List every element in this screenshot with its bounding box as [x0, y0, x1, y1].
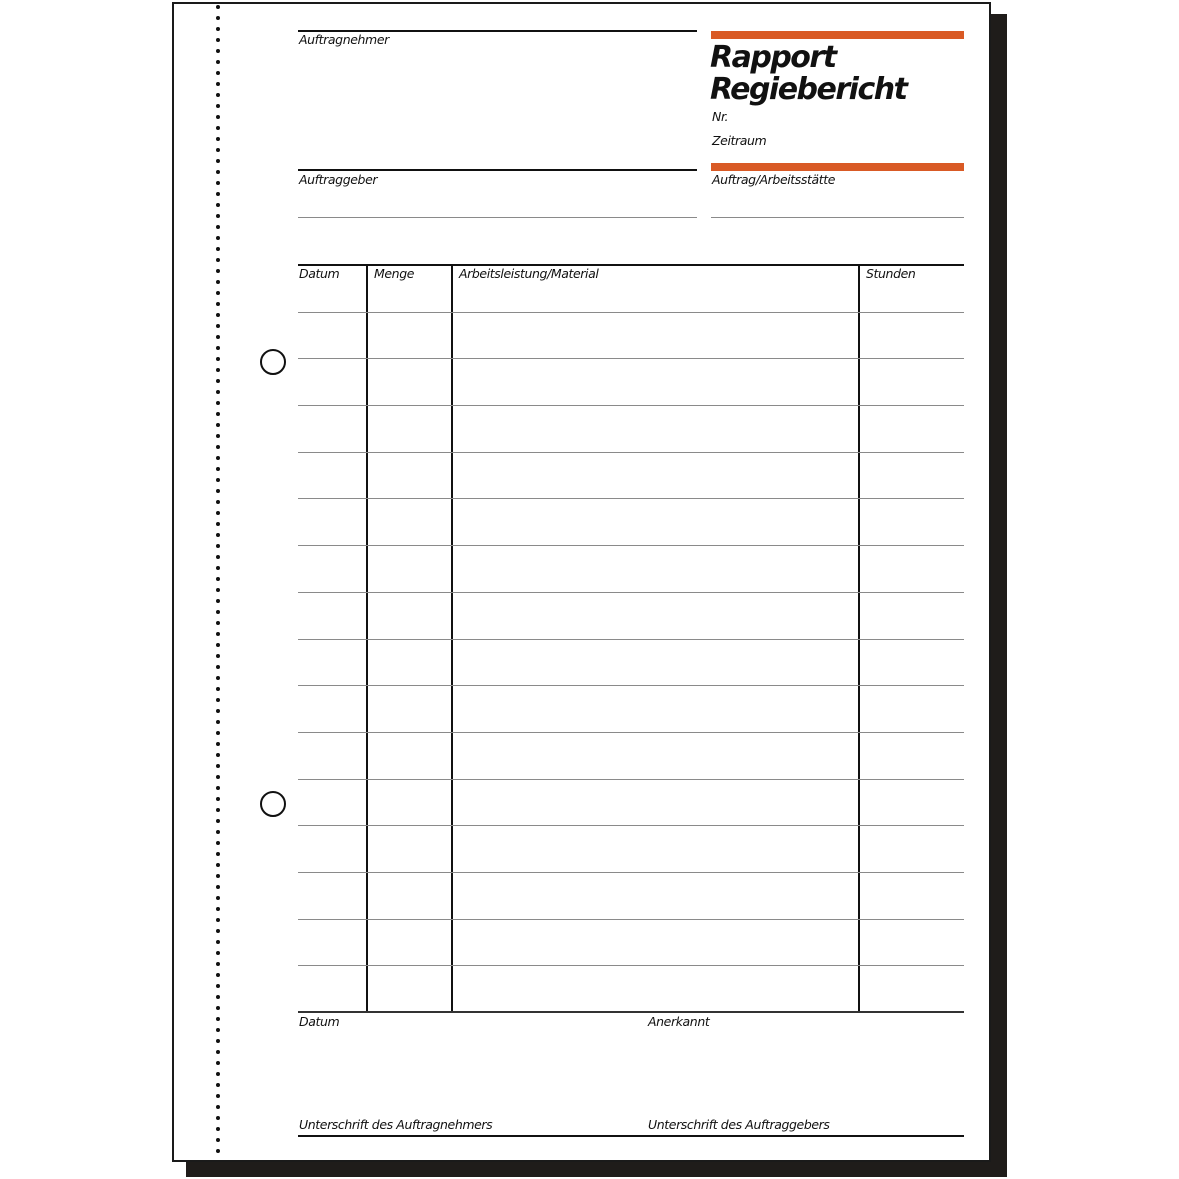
site-label: Auftrag/Arbeitsstätte — [712, 172, 836, 187]
perforation-dot — [216, 401, 220, 405]
table-row — [298, 313, 964, 358]
perforation-dot — [216, 720, 220, 724]
table-cell-date[interactable] — [298, 640, 365, 685]
table-cell-hours[interactable] — [861, 966, 964, 1012]
table-cell-hours[interactable] — [861, 780, 964, 825]
perforation-dot — [216, 368, 220, 372]
table-cell-work-material[interactable] — [454, 499, 859, 545]
table-cell-date[interactable] — [298, 499, 365, 545]
perforation-dot — [216, 841, 220, 845]
site-underline — [711, 217, 964, 218]
perforation-dot — [216, 764, 220, 768]
perforation-dot — [216, 214, 220, 218]
perforation-dot — [216, 280, 220, 284]
table-cell-hours[interactable] — [861, 313, 964, 358]
perforation-dot — [216, 247, 220, 251]
perforation-dot — [216, 830, 220, 834]
table-row — [298, 453, 964, 498]
table-row — [298, 733, 964, 779]
perforation-dot — [216, 643, 220, 647]
perforation-dot — [216, 610, 220, 614]
perforation-dot — [216, 973, 220, 977]
table-cell-work-material[interactable] — [454, 686, 859, 732]
perforation-dot — [216, 269, 220, 273]
footer-approved-field[interactable] — [647, 1032, 964, 1112]
perforation-dot — [216, 115, 220, 119]
contractor-label: Auftragnehmer — [299, 32, 389, 47]
perforation-dot — [216, 324, 220, 328]
perforation-dot — [216, 445, 220, 449]
table-cell-date[interactable] — [298, 593, 365, 639]
signature-rule — [298, 1135, 964, 1137]
perforation-dot — [216, 1094, 220, 1098]
perforation-dot — [216, 93, 220, 97]
perforation-dot — [216, 478, 220, 482]
table-row — [298, 406, 964, 452]
table-cell-work-material[interactable] — [454, 780, 859, 825]
perforation-dot — [216, 995, 220, 999]
perforation-dot — [216, 390, 220, 394]
punch-hole-bottom — [260, 791, 286, 817]
table-cell-quantity[interactable] — [369, 499, 452, 545]
table-cell-hours[interactable] — [861, 873, 964, 919]
table-cell-work-material[interactable] — [454, 733, 859, 779]
perforation-dot — [216, 49, 220, 53]
client-label: Auftraggeber — [299, 172, 378, 187]
perforation-dot — [216, 302, 220, 306]
table-cell-date[interactable] — [298, 686, 365, 732]
table-cell-quantity[interactable] — [369, 780, 452, 825]
perforation-dot — [216, 808, 220, 812]
perforation-dot — [216, 170, 220, 174]
perforation-dot — [216, 709, 220, 713]
table-cell-quantity[interactable] — [369, 686, 452, 732]
table-cell-quantity[interactable] — [369, 546, 452, 592]
perforation-dot — [216, 951, 220, 955]
perforation-dot — [216, 797, 220, 801]
perforation-dot — [216, 687, 220, 691]
perforation-dot — [216, 621, 220, 625]
table-cell-date[interactable] — [298, 873, 365, 919]
table-cell-work-material[interactable] — [454, 546, 859, 592]
perforation-dot — [216, 1061, 220, 1065]
client-field[interactable] — [298, 188, 697, 216]
table-cell-work-material[interactable] — [454, 406, 859, 452]
table-cell-work-material[interactable] — [454, 313, 859, 358]
perforation-dot — [216, 489, 220, 493]
footer-date-field[interactable] — [298, 1032, 638, 1112]
perforation-dot — [216, 137, 220, 141]
table-cell-hours[interactable] — [861, 640, 964, 685]
perforation-dot — [216, 27, 220, 31]
table-row — [298, 920, 964, 965]
table-cell-hours[interactable] — [861, 733, 964, 779]
perforation-dot — [216, 1028, 220, 1032]
perforation-dot — [216, 984, 220, 988]
perforation-dot — [216, 225, 220, 229]
table-cell-hours[interactable] — [861, 406, 964, 452]
perforation-dot — [216, 1083, 220, 1087]
table-cell-hours[interactable] — [861, 826, 964, 872]
perforation-dot — [216, 82, 220, 86]
perforation-dot — [216, 456, 220, 460]
accent-bar-top — [711, 31, 964, 39]
perforation-dot — [216, 544, 220, 548]
perforation-dot — [216, 665, 220, 669]
perforation-dot — [216, 962, 220, 966]
contractor-field[interactable] — [298, 48, 697, 166]
perforation-dot — [216, 148, 220, 152]
perforation-dot — [216, 346, 220, 350]
column-header-quantity: Menge — [374, 266, 415, 281]
table-row — [298, 499, 964, 545]
table-cell-date[interactable] — [298, 406, 365, 452]
perforation-dot — [216, 566, 220, 570]
perforation-dot — [216, 16, 220, 20]
perforation-dot — [216, 918, 220, 922]
table-cell-date[interactable] — [298, 546, 365, 592]
perforation-dot — [216, 786, 220, 790]
table-cell-date[interactable] — [298, 313, 365, 358]
perforation-dot — [216, 5, 220, 9]
table-cell-work-material[interactable] — [454, 966, 859, 1012]
perforation-dot — [216, 577, 220, 581]
table-row — [298, 686, 964, 732]
client-rule — [298, 169, 697, 171]
perforation-dot — [216, 632, 220, 636]
perforation-dot — [216, 885, 220, 889]
table-cell-work-material[interactable] — [454, 826, 859, 872]
table-cell-date[interactable] — [298, 920, 365, 965]
table-cell-quantity[interactable] — [369, 920, 452, 965]
table-cell-quantity[interactable] — [369, 313, 452, 358]
table-cell-hours[interactable] — [861, 593, 964, 639]
form-title-regiebericht: Regiebericht — [710, 72, 907, 107]
perforation-dot — [216, 181, 220, 185]
perforation-dot — [216, 500, 220, 504]
table-cell-work-material[interactable] — [454, 640, 859, 685]
perforation-dot — [216, 1050, 220, 1054]
perforation-dot — [216, 1017, 220, 1021]
table-row — [298, 593, 964, 639]
table-cell-quantity[interactable] — [369, 826, 452, 872]
perforation-dot — [216, 1105, 220, 1109]
table-cell-date[interactable] — [298, 453, 365, 498]
table-cell-hours[interactable] — [861, 499, 964, 545]
client-signature-label: Unterschrift des Auftraggebers — [648, 1117, 830, 1132]
table-cell-hours[interactable] — [861, 920, 964, 965]
perforation-dot — [216, 467, 220, 471]
table-cell-hours[interactable] — [861, 453, 964, 498]
perforation-dot — [216, 313, 220, 317]
perforation-dot — [216, 555, 220, 559]
number-label: Nr. — [712, 109, 729, 124]
table-cell-quantity[interactable] — [369, 640, 452, 685]
footer-date-label: Datum — [299, 1014, 340, 1029]
perforation-dot — [216, 335, 220, 339]
perforation-dot — [216, 852, 220, 856]
perforation-dot — [216, 819, 220, 823]
perforation-dot — [216, 1138, 220, 1142]
perforation-dot — [216, 676, 220, 680]
table-cell-quantity[interactable] — [369, 966, 452, 1012]
perforation-dot — [216, 654, 220, 658]
table-cell-hours[interactable] — [861, 686, 964, 732]
number-field[interactable] — [735, 108, 964, 126]
table-cell-hours[interactable] — [861, 359, 964, 405]
perforation-dot — [216, 258, 220, 262]
table-row — [298, 826, 964, 872]
table-cell-quantity[interactable] — [369, 406, 452, 452]
perforation-dot — [216, 742, 220, 746]
column-header-date: Datum — [299, 266, 340, 281]
table-row — [298, 966, 964, 1012]
perforation-dot — [216, 60, 220, 64]
contractor-signature-label: Unterschrift des Auftragnehmers — [299, 1117, 493, 1132]
period-field[interactable] — [765, 132, 964, 150]
perforation-dot — [216, 126, 220, 130]
perforation-dot — [216, 434, 220, 438]
accent-bar-bottom — [711, 163, 964, 171]
perforation-dot — [216, 104, 220, 108]
table-row — [298, 873, 964, 919]
table-cell-work-material[interactable] — [454, 453, 859, 498]
period-label: Zeitraum — [712, 133, 767, 148]
perforation-dot — [216, 863, 220, 867]
table-cell-quantity[interactable] — [369, 359, 452, 405]
table-cell-date[interactable] — [298, 359, 365, 405]
perforation-dot — [216, 896, 220, 900]
perforation-dot — [216, 775, 220, 779]
column-header-hours: Stunden — [866, 266, 916, 281]
table-cell-work-material[interactable] — [454, 873, 859, 919]
perforation-dot — [216, 533, 220, 537]
table-cell-date[interactable] — [298, 733, 365, 779]
table-cell-date[interactable] — [298, 826, 365, 872]
client-underline — [298, 217, 697, 218]
table-cell-quantity[interactable] — [369, 593, 452, 639]
perforation-dot — [216, 929, 220, 933]
perforation-dot — [216, 599, 220, 603]
table-cell-quantity[interactable] — [369, 453, 452, 498]
perforation-dot — [216, 423, 220, 427]
perforation-dot — [216, 1116, 220, 1120]
perforation-dot — [216, 940, 220, 944]
table-cell-quantity[interactable] — [369, 873, 452, 919]
table-cell-quantity[interactable] — [369, 733, 452, 779]
perforation-dot — [216, 753, 220, 757]
perforation-dot — [216, 1006, 220, 1010]
perforation-dot — [216, 907, 220, 911]
perforation-dot — [216, 71, 220, 75]
perforation-dot — [216, 379, 220, 383]
table-cell-work-material[interactable] — [454, 359, 859, 405]
perforation-dot — [216, 159, 220, 163]
perforation-dot — [216, 357, 220, 361]
perforation-dot — [216, 731, 220, 735]
perforation-dot — [216, 203, 220, 207]
perforation-dot — [216, 412, 220, 416]
form-title-rapport: Rapport — [710, 40, 836, 75]
table-row — [298, 780, 964, 825]
table-cell-work-material[interactable] — [454, 920, 859, 965]
perforation-dot — [216, 1127, 220, 1131]
footer-approved-label: Anerkannt — [648, 1014, 710, 1029]
perforation-dot — [216, 698, 220, 702]
perforation-dot — [216, 1072, 220, 1076]
perforation-dot — [216, 1039, 220, 1043]
table-cell-date[interactable] — [298, 780, 365, 825]
table-row — [298, 546, 964, 592]
table-cell-hours[interactable] — [861, 546, 964, 592]
site-field[interactable] — [711, 188, 964, 216]
table-bottom-rule — [298, 1011, 964, 1013]
perforation-dot — [216, 874, 220, 878]
table-cell-date[interactable] — [298, 966, 365, 1012]
perforation-dot — [216, 38, 220, 42]
perforation-dot — [216, 1149, 220, 1153]
table-row — [298, 640, 964, 685]
perforation-dot — [216, 522, 220, 526]
table-cell-work-material[interactable] — [454, 593, 859, 639]
punch-hole-top — [260, 349, 286, 375]
perforation-dot — [216, 511, 220, 515]
perforation-dot — [216, 291, 220, 295]
table-row — [298, 359, 964, 405]
column-header-work-material: Arbeitsleistung/Material — [459, 266, 599, 281]
perforation-dot — [216, 588, 220, 592]
perforation-dot — [216, 236, 220, 240]
perforation-dot — [216, 192, 220, 196]
